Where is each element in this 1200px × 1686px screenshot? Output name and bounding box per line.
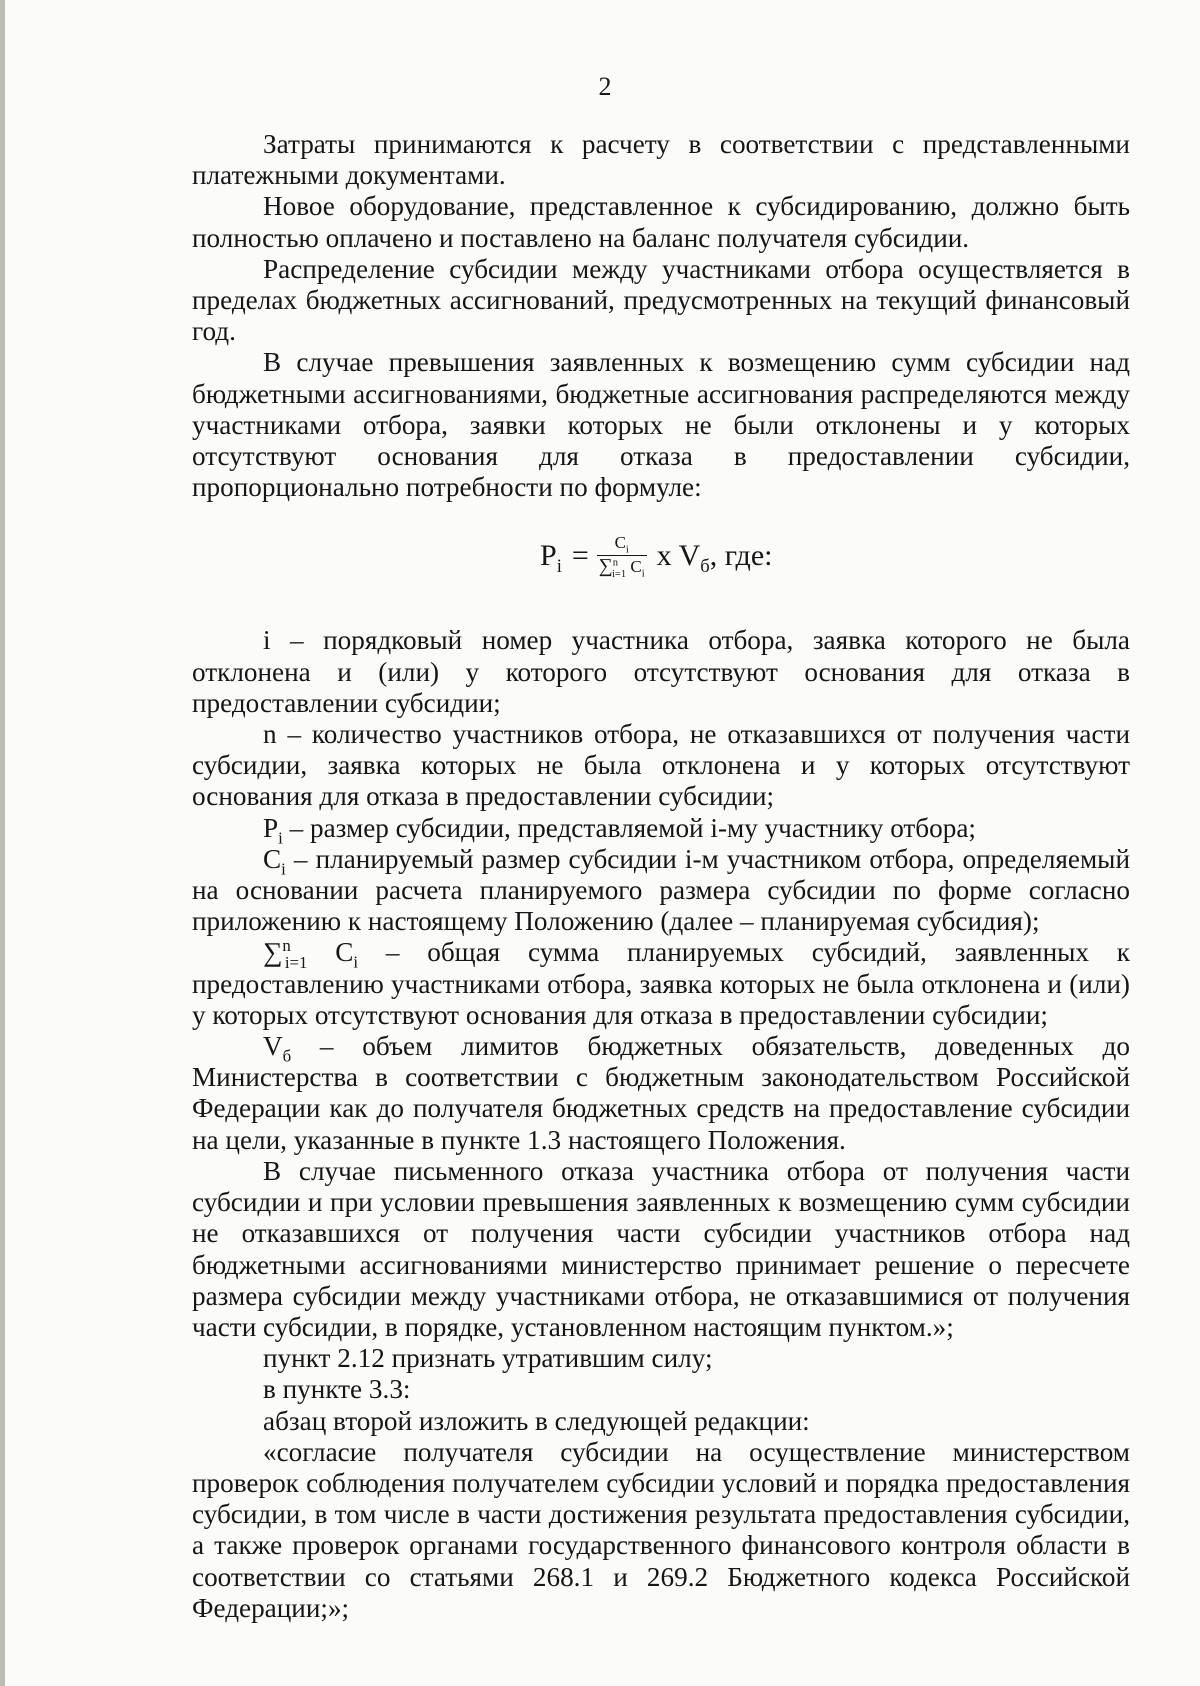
document-body	[192, 129, 1130, 1624]
formula-lhs: $P_i$	[540, 538, 562, 577]
formula-fraction	[597, 533, 647, 580]
paragraph-excess: В случае превышения заявленных к возмещению сумм субсидии над бюджетными ассигнованиями, бюджетные ассигнования распределяются между участниками отбора, заявки которых не были отклонены и у которых отсутствуют основания для отказа в предоставлении субсидии, пропорционально потребности по формуле:	[192, 347, 1130, 503]
subsidy-formula	[192, 503, 1130, 625]
definition-pi: $P_i$ – размер субсидии, представляемой i-му участнику отбора;	[263, 812, 976, 848]
definition-sum-ci: ∑$^n_{i=1}$ $C_i$ – общая сумма планируемых субсидий, заявленных к предоставлению участниками отбора, заявка которых не была отклонена и (или) у которых отсутствуют основания для отказа в предоставлении субсидии;	[192, 936, 1130, 1030]
formula-suffix: , где:	[709, 538, 773, 572]
definition-vb: $V_б$ – объем лимитов бюджетных обязательств, доведенных до Министерства в соответствии с бюджетным законодательством Российской Федерации как до получателя бюджетных средств на предоставление субсидии на цели, указанные в пункте 1.3 настоящего Положения.	[192, 1031, 1130, 1155]
paragraph-clause-3-3: в пункте 3.3:	[263, 1374, 411, 1405]
formula-numerator: $C_i$	[614, 533, 629, 556]
paragraph-equipment: Новое оборудование, представленное к субсидированию, должно быть полностью оплачено и поставлено на баланс получателя субсидии.	[192, 191, 1130, 253]
formula-multiply: x $V_б$	[656, 538, 710, 577]
definitions-list	[192, 625, 1130, 1155]
paragraph-consent: «согласие получателя субсидии на осуществление министерством проверок соблюдения получателем субсидии условий и порядка предоставления субсидии, в том числе в части достижения результата предоставления субсидии, а также проверок органами государственного финансового контроля области в соответствии со статьями 268.1 и 269.2 Бюджетного кодекса Российской Федерации;»;	[192, 1436, 1130, 1623]
definition-i: i – порядковый номер участника отбора, заявка которого не была отклонена и (или) у которого отсутствуют основания для отказа в предоставлении субсидии;	[192, 625, 1130, 718]
definition-n: n – количество участников отбора, не отказавшихся от получения части субсидии, заявка которых не была отклонена и у которых отсутствуют основания для отказа в предоставлении субсидии;	[192, 719, 1130, 812]
definition-ci: $C_i$ – планируемый размер субсидии i-м участником отбора, определяемый на основании расчета планируемого размера субсидии по форме согласно приложению к настоящему Положению (далее – планируемая субсидия);	[192, 843, 1130, 937]
page-number: 2	[598, 72, 612, 101]
formula-denominator: ∑$^n_{i=1}$ $C_i$	[598, 556, 645, 580]
paragraph-refusal: В случае письменного отказа участника отбора от получения части субсидии и при условии превышения заявленных к возмещению сумм субсидии не отказавшихся от получения части субсидии участников отбора над бюджетными ассигнованиями министерство принимает решение о пересчете размера субсидии между участниками отбора, не отказавшимися от получения части субсидии, в порядке, установленном настоящим пунктом.»;	[192, 1155, 1130, 1342]
paragraph-clause-2-12: пункт 2.12 признать утратившим силу;	[263, 1343, 713, 1374]
paragraph-second-abzac: абзац второй изложить в следующей редакции:	[263, 1405, 810, 1436]
paragraph-distribution: Распределение субсидии между участниками отбора осуществляется в пределах бюджетных ассигнований, предусмотренных на текущий финансовый год.	[192, 253, 1130, 347]
formula-equals: =	[571, 538, 589, 572]
formula-expression	[540, 533, 773, 580]
paragraph-costs: Затраты принимаются к расчету в соответствии с представленными платежными документами.	[192, 129, 1130, 191]
